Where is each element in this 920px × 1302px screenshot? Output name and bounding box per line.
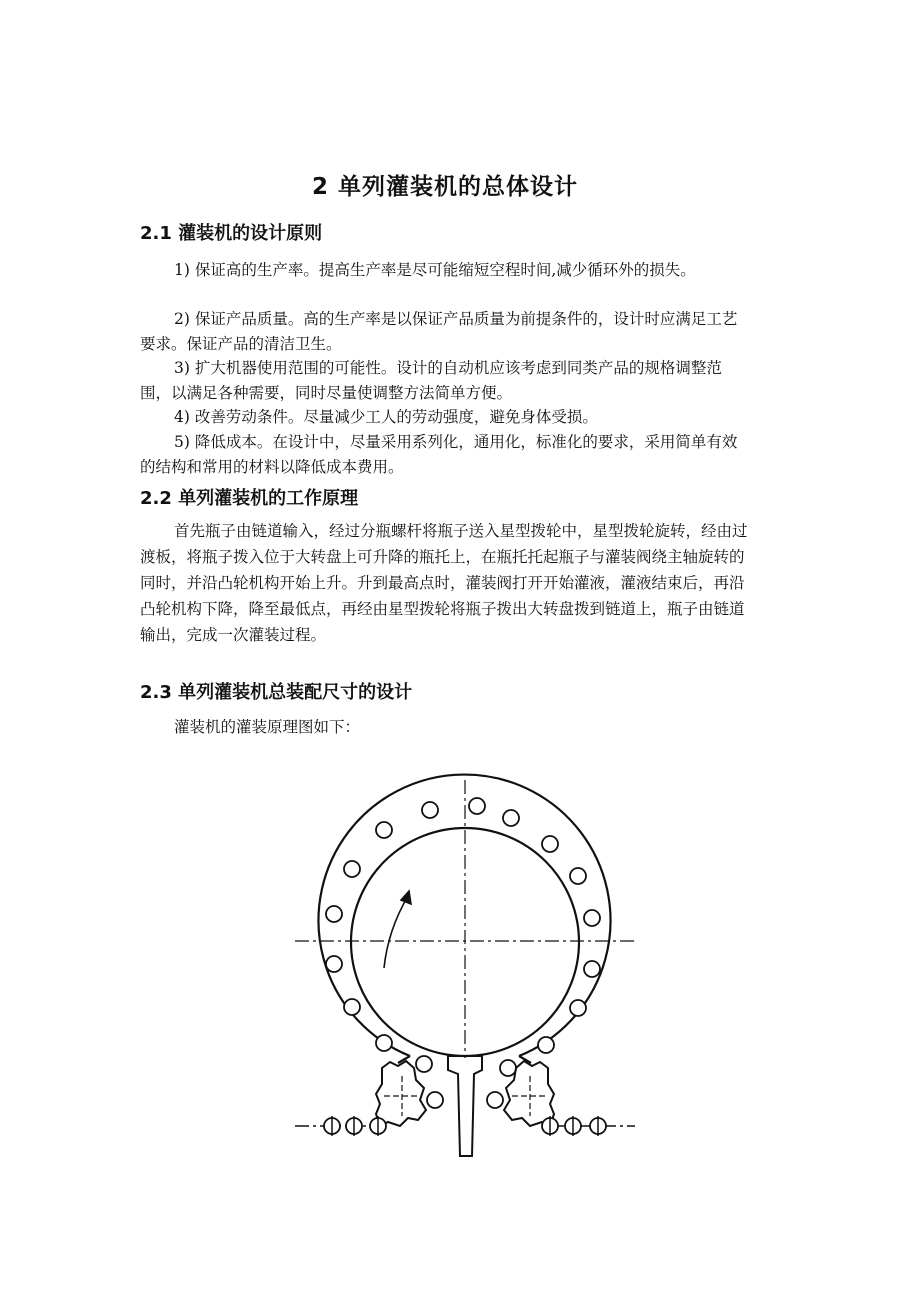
principle-item-2: 2) 保证产品质量。高的生产率是以保证产品质量为前提条件的，设计时应满足工艺要求。保证产品的清洁卫生。 xyxy=(140,310,738,353)
chapter-title: 2 单列灌装机的总体设计 xyxy=(311,174,578,200)
principle-item-3: 3) 扩大机器使用范围的可能性。设计的自动机应该考虑到同类产品的规格调整范围，以满足各种需要，同时尽量使调整方法简单方便。 xyxy=(140,359,722,402)
section-heading-2-2: 2.2 单列灌装机的工作原理 xyxy=(140,488,359,509)
section-heading-2-1: 2.1 灌装机的设计原则 xyxy=(140,223,323,244)
working-principle-paragraph: 首先瓶子由链道输入，经过分瓶螺杆将瓶子送入星型拨轮中，星型拨轮旋转，经由过渡板，将瓶子拨入位于大转盘上可升降的瓶托上，在瓶托托起瓶子与灌装阀绕主轴旋转的同时，并沿凸轮机构开始上升。升到最高点时，灌装阀打开开始灌液，灌液结束后，再沿凸轮机构下降，降至最低点，再经由星型拨轮将瓶子拨出大转盘拨到链道上，瓶子由链道输出，完成一次灌装过程。 xyxy=(140,522,748,644)
principle-item-1: 1) 保证高的生产率。提高生产率是尽可能缩短空程时间,减少循环外的损失。 xyxy=(174,261,696,279)
figure-intro-paragraph: 灌装机的灌装原理图如下： xyxy=(174,718,361,736)
principle-item-4: 4) 改善劳动条件。尽量减少工人的劳动强度，避免身体受损。 xyxy=(174,408,598,426)
filling-machine-schematic-icon xyxy=(290,758,650,1168)
section-heading-2-3: 2.3 单列灌装机总装配尺寸的设计 xyxy=(140,682,413,703)
principle-item-5: 5) 降低成本。在设计中，尽量采用系列化，通用化，标准化的要求，采用简单有效的结构和常用的材料以降低成本费用。 xyxy=(140,433,738,476)
